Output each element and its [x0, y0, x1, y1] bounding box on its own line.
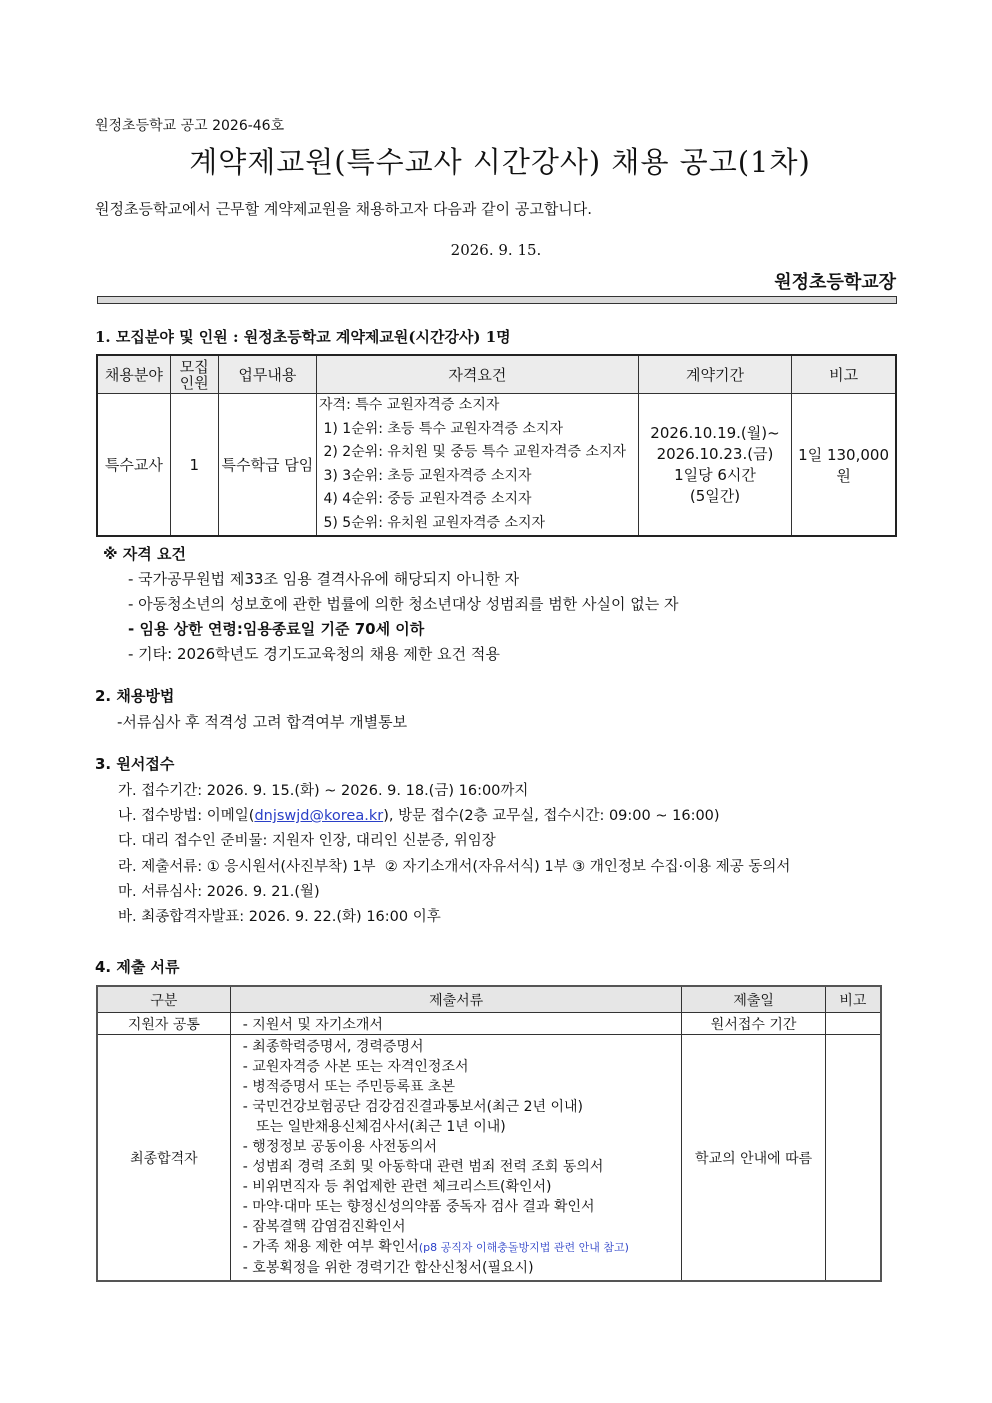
- requirement-item: - 아동청소년의 성보호에 관한 법률에 의한 청소년대상 성범죄를 범한 사실이 없는 자: [128, 595, 679, 613]
- documents-table: [96, 985, 882, 1282]
- col-header: 비고: [825, 986, 881, 1013]
- qualification-line: 2) 2순위: 유치원 및 중등 특수 교원자격증 소지자: [319, 444, 627, 460]
- docs-cell: [230, 1035, 682, 1282]
- table-row: [97, 1013, 881, 1035]
- count-cell: 1: [170, 394, 218, 537]
- col-header: 비고: [792, 355, 896, 394]
- section-1-heading: 1. 모집분야 및 인원 : 원정초등학교 계약제교원(시간강사) 1명: [95, 328, 511, 346]
- section-2-heading: 2. 채용방법: [95, 687, 175, 705]
- family-note: (p8 공직자 이해충돌방지법 관련 안내 참고): [418, 1241, 629, 1254]
- qualification-line: 4) 4순위: 중등 교원자격증 소지자: [319, 491, 532, 507]
- doc-item: [243, 1237, 682, 1258]
- page-title: 계약제교원(특수교사 시간강사) 채용 공고(1차): [189, 145, 811, 179]
- method-suffix: ), 방문 접수(2층 교무실, 접수시간: 09:00 ~ 16:00): [383, 808, 720, 824]
- category-cell: 최종합격자: [97, 1035, 230, 1282]
- period-cell: [638, 394, 791, 537]
- period-line: 2026.10.23.(금): [656, 444, 774, 463]
- col-header: 자격요건: [317, 355, 639, 394]
- col-header: 업무내용: [218, 355, 316, 394]
- doc-item: - 최종학력증명서, 경력증명서: [242, 1039, 424, 1055]
- application-item: 다. 대리 접수인 준비물: 지원자 인장, 대리인 신분증, 위임장: [118, 833, 496, 849]
- application-item: 마. 서류심사: 2026. 9. 21.(월): [118, 884, 320, 900]
- table-row: [97, 1035, 881, 1282]
- period-line: (5일간): [689, 486, 741, 505]
- doc-item: - 호봉획정을 위한 경력기간 합산신청서(필요시): [242, 1260, 534, 1276]
- docs-cell: - 지원서 및 자기소개서: [230, 1013, 682, 1035]
- doc-item-text: - 가족 채용 제한 여부 확인서: [242, 1239, 419, 1255]
- duty-cell: 특수학급 담임: [218, 394, 316, 537]
- col-header: 계약기간: [638, 355, 791, 394]
- doc-item: - 비위면직자 등 취업제한 관련 체크리스트(확인서): [242, 1179, 552, 1195]
- intro-text: 원정초등학교에서 근무할 계약제교원을 채용하고자 다음과 같이 공고합니다.: [95, 200, 593, 218]
- field-cell: 특수교사: [97, 394, 170, 537]
- col-header: 모집 인원: [170, 355, 218, 394]
- doc-item: - 행정정보 공동이용 사전동의서: [242, 1139, 438, 1155]
- col-header: 채용분야: [97, 355, 170, 394]
- period-line: 1일당 6시간: [674, 465, 756, 484]
- table-row: [97, 394, 896, 537]
- date-cell: 학교의 안내에 따름: [682, 1035, 825, 1282]
- doc-item: - 잠복결핵 감염검진확인서: [242, 1219, 406, 1235]
- qualification-line: 1) 1순위: 초등 특수 교원자격증 소지자: [319, 420, 564, 437]
- note-cell: [825, 1035, 881, 1282]
- recruitment-table: [96, 354, 897, 537]
- notice-date: 2026. 9. 15.: [450, 241, 542, 259]
- divider: [97, 296, 897, 304]
- email-link[interactable]: dnjswjd@korea.kr: [254, 808, 384, 824]
- application-item: 가. 접수기간: 2026. 9. 15.(화) ~ 2026. 9. 18.(금) 16:00까지: [118, 783, 529, 799]
- table-header-row: [97, 355, 896, 394]
- doc-item: - 국민건강보험공단 검강검진결과통보서(최근 2년 이내): [242, 1099, 584, 1115]
- doc-item: - 병적증명서 또는 주민등록표 초본: [242, 1079, 455, 1095]
- requirement-item: - 기타: 2026학년도 경기도교육청의 채용 제한 요건 적용: [128, 645, 500, 663]
- section-3-heading: 3. 원서접수: [95, 755, 175, 773]
- period-line: 2026.10.19.(월)~: [650, 423, 780, 442]
- date-cell: 원서접수 기간: [682, 1013, 825, 1035]
- qualification-line: 5) 5순위: 유치원 교원자격증 소지자: [319, 514, 546, 531]
- table-header-row: [97, 986, 881, 1013]
- method-prefix: 나. 접수방법: 이메일(: [118, 808, 255, 824]
- requirements-title: ※ 자격 요건: [103, 545, 186, 563]
- application-item: [118, 804, 720, 825]
- section-4-heading: 4. 제출 서류: [95, 958, 180, 976]
- doc-item: - 마약·대마 또는 향정신성의약품 중독자 검사 결과 확인서: [242, 1199, 595, 1215]
- note-cell: [825, 1013, 881, 1035]
- qualification-line: 자격: 특수 교원자격증 소지자: [319, 397, 500, 413]
- doc-item: - 교원자격증 사본 또는 자격인정조서: [242, 1059, 469, 1075]
- requirement-item: - 국가공무원법 제33조 임용 결격사유에 해당되지 아니한 자: [128, 570, 520, 588]
- issuer: 원정초등학교장: [774, 272, 896, 293]
- qualification-line: 3) 3순위: 초등 교원자격증 소지자: [319, 467, 532, 484]
- col-header: 구분: [97, 986, 230, 1013]
- note-cell: 1일 130,000원: [792, 394, 896, 537]
- col-header: 제출일: [682, 986, 825, 1013]
- application-item: 라. 제출서류: ① 응시원서(사진부착) 1부 ② 자기소개서(자유서식) 1부 ③ 개인정보 수집·이용 제공 동의서: [118, 859, 791, 875]
- qualification-cell: [317, 394, 639, 537]
- application-item: 바. 최종합격자발표: 2026. 9. 22.(화) 16:00 이후: [118, 909, 441, 925]
- notice-number: 원정초등학교 공고 2026-46호: [95, 118, 285, 134]
- col-header: 제출서류: [230, 986, 682, 1013]
- doc-item: 또는 일반채용신체검사서(최근 1년 이내): [242, 1119, 506, 1135]
- category-cell: 지원자 공통: [97, 1013, 230, 1035]
- doc-item: - 성범죄 경력 조회 및 아동학대 관련 범죄 전력 조회 동의서: [242, 1159, 604, 1175]
- section-2-text: -서류심사 후 적격성 고려 합격여부 개별통보: [117, 713, 408, 731]
- requirement-item: - 임용 상한 연령:임용종료일 기준 70세 이하: [128, 620, 425, 638]
